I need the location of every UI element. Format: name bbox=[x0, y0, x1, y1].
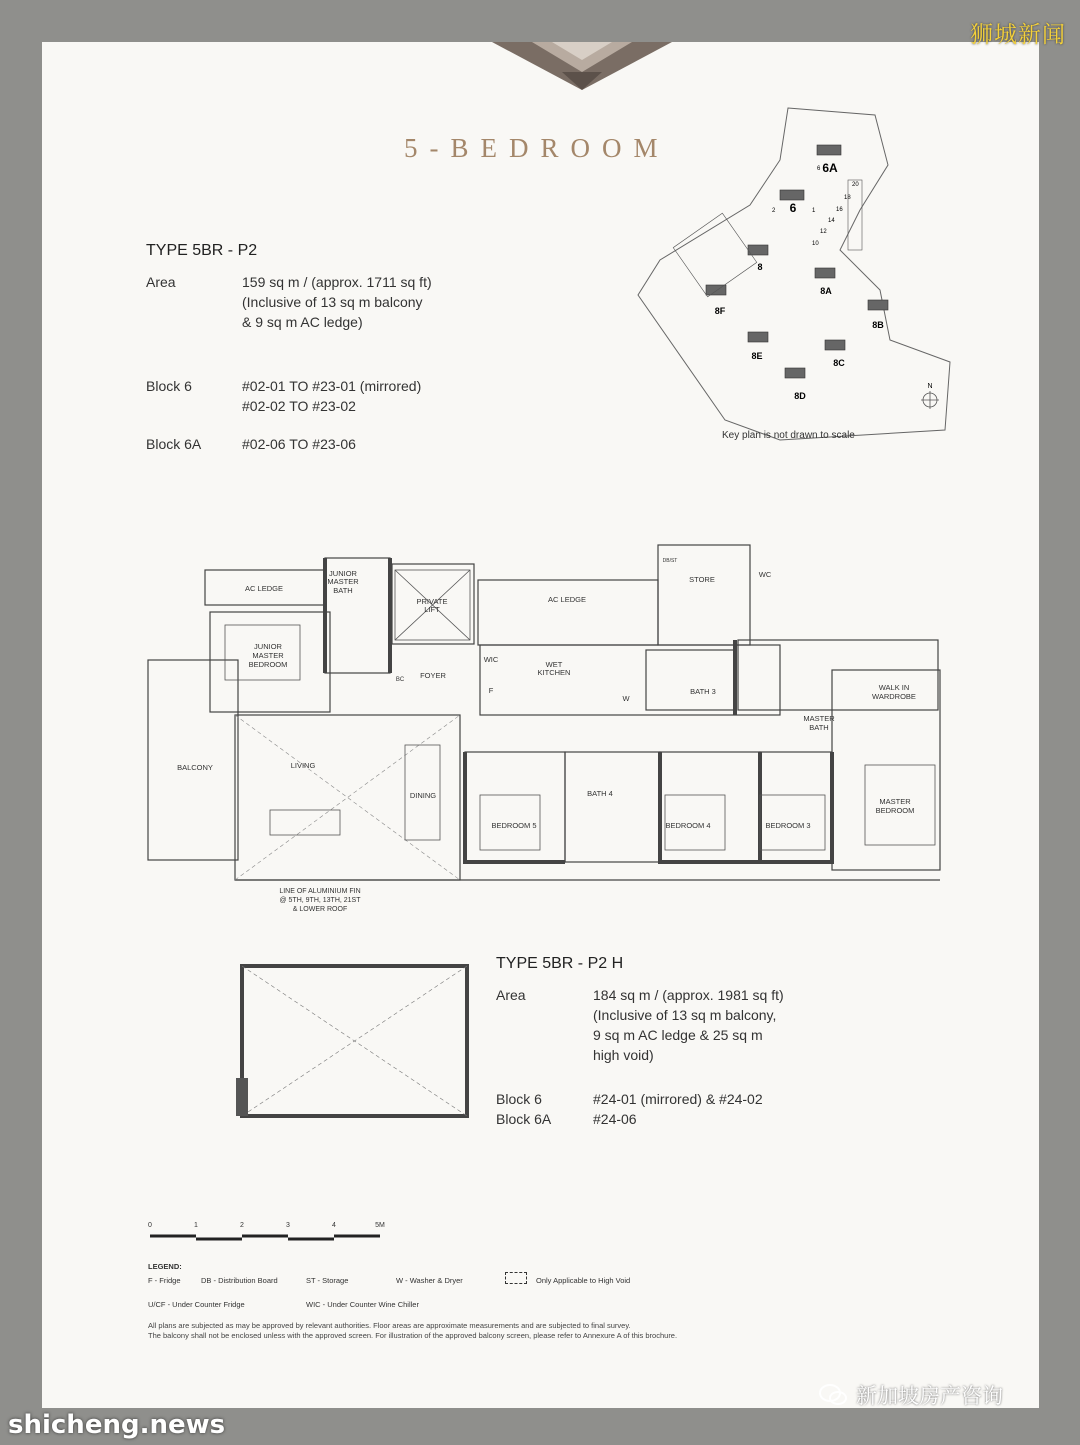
room-ac-ledge-1: AC LEDGE bbox=[245, 584, 283, 593]
page-heading: 5-BEDROOM bbox=[404, 133, 670, 163]
key-block-6: 6 bbox=[789, 201, 797, 215]
type-a-title: TYPE 5BR - P2 bbox=[146, 242, 258, 259]
type-b-block-units: #24-01 (mirrored) & #24-02 bbox=[593, 1091, 763, 1107]
high-void-plan bbox=[230, 958, 475, 1120]
type-b-block-label: Block 6 bbox=[496, 1091, 542, 1107]
key-block-8a: 8A bbox=[820, 286, 832, 296]
area-line: (Inclusive of 13 sq m balcony, bbox=[593, 1007, 777, 1023]
area-line: high void) bbox=[593, 1047, 654, 1063]
room-walk-in-wardrobe-line: WARDROBE bbox=[872, 692, 916, 701]
area-line: 184 sq m / (approx. 1981 sq ft) bbox=[593, 987, 784, 1003]
wechat-icon bbox=[818, 1383, 848, 1407]
scale-tick: 5M bbox=[375, 1222, 385, 1229]
room-private-lift-line: PRIVATE bbox=[416, 597, 448, 606]
room-wet-kitchen-line: KITCHEN bbox=[537, 668, 571, 677]
key-small-label: 18 bbox=[844, 195, 851, 201]
fin-note-line: & LOWER ROOF bbox=[292, 906, 348, 913]
key-small-label: 10 bbox=[812, 241, 819, 247]
scale-tick: 2 bbox=[240, 1222, 244, 1229]
room-foyer: FOYER bbox=[420, 671, 446, 680]
room-w: W bbox=[622, 694, 630, 703]
room-store: STORE bbox=[689, 575, 715, 584]
room-bath-4: BATH 4 bbox=[587, 789, 613, 798]
room-junior-master-bath-line: MASTER bbox=[327, 577, 359, 586]
legend-item: ST - Storage bbox=[306, 1276, 349, 1285]
area-line: & 9 sq m AC ledge) bbox=[242, 314, 363, 330]
room-f: F bbox=[488, 686, 494, 695]
scale-tick: 1 bbox=[194, 1222, 198, 1229]
key-small-label: 6 bbox=[817, 166, 821, 172]
fin-note-line: @ 5TH, 9TH, 13TH, 21ST bbox=[279, 897, 361, 904]
unit-line: #02-06 TO #23-06 bbox=[242, 436, 356, 452]
room-master-bedroom-line: MASTER bbox=[879, 797, 911, 806]
disclaimer-line: The balcony shall not be enclosed unless with the approved screen. For illustration of the approved balcony screen, please refer to Annexure A of this brochure. bbox=[148, 1331, 678, 1340]
wechat-account bbox=[818, 1380, 1003, 1410]
legend-title: LEGEND: bbox=[148, 1262, 182, 1271]
room-bedroom-4: BEDROOM 4 bbox=[665, 821, 711, 830]
legend-item: F - Fridge bbox=[148, 1276, 181, 1285]
type-a-block-label: Block 6A bbox=[146, 436, 202, 452]
type-a-block-label: Block 6 bbox=[146, 378, 192, 394]
key-block-8c: 8C bbox=[833, 358, 845, 368]
type-a-area-value bbox=[242, 272, 432, 332]
room-junior-master-bedroom-line: JUNIOR bbox=[254, 642, 282, 651]
key-small-label: 12 bbox=[820, 229, 827, 235]
key-block-8e: 8E bbox=[751, 351, 763, 361]
room-living: LIVING bbox=[290, 761, 316, 770]
legend-item: U/CF - Under Counter Fridge bbox=[148, 1300, 245, 1309]
room-balcony: BALCONY bbox=[177, 763, 213, 772]
type-b-area-label: Area bbox=[496, 987, 526, 1003]
floor-plan-5br-p2 bbox=[140, 540, 950, 920]
north-label: N bbox=[927, 383, 933, 390]
legend-item: WIC - Under Counter Wine Chiller bbox=[306, 1300, 419, 1309]
legend-item: Only Applicable to High Void bbox=[536, 1276, 631, 1285]
room-bath-3: BATH 3 bbox=[690, 687, 716, 696]
type-b-block-units: #24-06 bbox=[593, 1111, 637, 1127]
scale-tick: 4 bbox=[332, 1222, 336, 1229]
room-wic: WIC bbox=[483, 655, 499, 664]
scale-tick: 0 bbox=[148, 1222, 152, 1229]
scale-tick: 3 bbox=[286, 1222, 290, 1229]
site-watermark: shicheng.news bbox=[8, 1410, 226, 1440]
type-a-block-units bbox=[242, 376, 421, 416]
scale-bar bbox=[140, 1218, 400, 1248]
watermark-top-label: 狮城新闻 bbox=[970, 22, 1066, 48]
key-small-label: 14 bbox=[828, 218, 835, 224]
key-small-label: 16 bbox=[836, 207, 843, 213]
legend-item: DB - Distribution Board bbox=[201, 1276, 278, 1285]
room-master-bedroom-line: BEDROOM bbox=[875, 806, 915, 815]
room-junior-master-bath-line: JUNIOR bbox=[329, 569, 357, 578]
key-block-6a: 6A bbox=[822, 161, 838, 175]
disclaimer-line: All plans are subjected as may be approved by relevant authorities. Floor areas are approximate measurements and are subjected to final survey. bbox=[148, 1321, 631, 1330]
unit-line: #02-01 TO #23-01 (mirrored) bbox=[242, 378, 422, 394]
key-small-label: 2 bbox=[772, 208, 776, 214]
room-junior-master-bedroom-line: BEDROOM bbox=[248, 660, 288, 669]
type-a-block-units bbox=[242, 434, 356, 454]
room-junior-master-bath-line: BATH bbox=[333, 586, 353, 595]
room-master-bath-line: BATH bbox=[809, 723, 829, 732]
wechat-account-name: 新加坡房产咨询 bbox=[856, 1384, 1003, 1408]
key-block-8f: 8F bbox=[714, 306, 726, 316]
area-line: (Inclusive of 13 sq m balcony bbox=[242, 294, 423, 310]
key-small-label: 20 bbox=[852, 182, 859, 188]
key-block-8: 8 bbox=[757, 262, 763, 272]
room-dining: DINING bbox=[409, 791, 437, 800]
void-legend-icon bbox=[505, 1272, 527, 1284]
legend-item: W - Washer & Dryer bbox=[396, 1276, 463, 1285]
type-b-area-value bbox=[593, 985, 784, 1065]
room-walk-in-wardrobe-line: WALK IN bbox=[878, 683, 910, 692]
key-block-8b: 8B bbox=[872, 320, 884, 330]
room-wet-kitchen-line: WET bbox=[545, 660, 563, 669]
key-plan-note: Key plan is not drawn to scale bbox=[722, 430, 855, 441]
room-ac-ledge-2: AC LEDGE bbox=[548, 595, 586, 604]
fin-note-line: LINE OF ALUMINIUM FIN bbox=[279, 888, 361, 895]
room-junior-master-bedroom-line: MASTER bbox=[252, 651, 284, 660]
area-line: 159 sq m / (approx. 1711 sq ft) bbox=[242, 274, 432, 290]
unit-line: #02-02 TO #23-02 bbox=[242, 398, 356, 414]
type-b-title: TYPE 5BR - P2 H bbox=[496, 955, 624, 972]
room-private-lift-line: LIFT bbox=[424, 605, 440, 614]
room-wc: WC bbox=[758, 570, 772, 579]
room-dbst: DB/ST bbox=[662, 558, 678, 564]
room-bc: BC bbox=[395, 677, 405, 683]
key-block-8d: 8D bbox=[794, 391, 806, 401]
room-bedroom-5: BEDROOM 5 bbox=[491, 821, 537, 830]
area-line: 9 sq m AC ledge & 25 sq m bbox=[593, 1027, 763, 1043]
type-b-block-label: Block 6A bbox=[496, 1111, 552, 1127]
room-bedroom-3: BEDROOM 3 bbox=[765, 821, 811, 830]
type-a-area-label: Area bbox=[146, 274, 176, 290]
room-master-bath-line: MASTER bbox=[803, 714, 835, 723]
disclaimer bbox=[148, 1321, 677, 1341]
key-small-label: 1 bbox=[812, 208, 816, 214]
site-key-plan bbox=[630, 100, 970, 445]
